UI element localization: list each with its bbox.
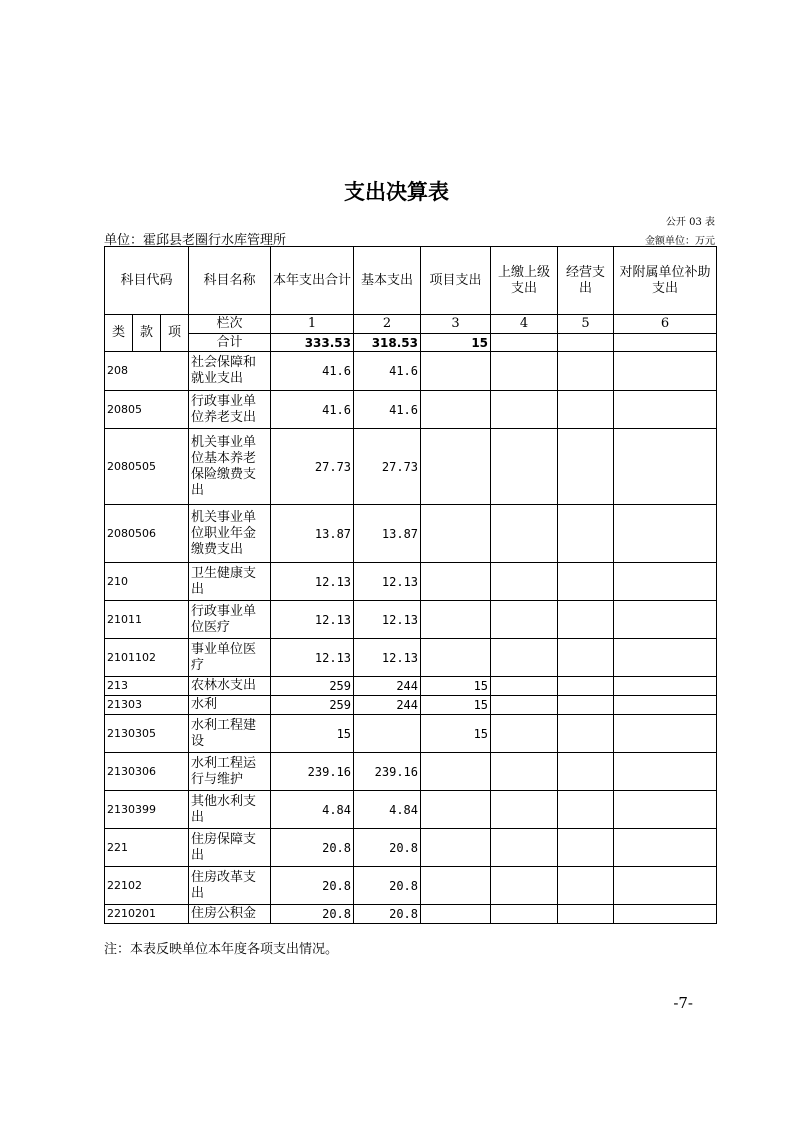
- row-code: 2130399: [105, 791, 189, 829]
- row-name: 社会保障和就业支出: [189, 352, 271, 391]
- row-total: 4.84: [271, 791, 354, 829]
- row-project: 15: [421, 715, 491, 753]
- row-business: [558, 753, 614, 791]
- header-total: 本年支出合计: [271, 247, 354, 315]
- row-code: 2130306: [105, 753, 189, 791]
- row-business: [558, 352, 614, 391]
- row-name: 事业单位医疗: [189, 639, 271, 677]
- header-col-1: 1: [271, 315, 354, 334]
- row-subsidiary: [614, 505, 717, 563]
- row-project: [421, 601, 491, 639]
- row-name: 水利: [189, 696, 271, 715]
- header-kuan: 款: [133, 315, 161, 352]
- row-total: 12.13: [271, 601, 354, 639]
- row-project: 15: [421, 677, 491, 696]
- row-upper: [491, 429, 558, 505]
- row-total: 259: [271, 677, 354, 696]
- row-name: 机关事业单位基本养老保险缴费支出: [189, 429, 271, 505]
- row-name: 水利工程运行与维护: [189, 753, 271, 791]
- header-xiang: 项: [161, 315, 189, 352]
- row-upper: [491, 677, 558, 696]
- row-project: [421, 639, 491, 677]
- total-row-label: 合计: [189, 334, 271, 352]
- row-code: 22102: [105, 867, 189, 905]
- row-business: [558, 867, 614, 905]
- row-name: 卫生健康支出: [189, 563, 271, 601]
- row-code: 213: [105, 677, 189, 696]
- table-row: [105, 829, 717, 867]
- table-row: [105, 505, 717, 563]
- row-project: [421, 791, 491, 829]
- row-subsidiary: [614, 563, 717, 601]
- header-business: 经营支出: [558, 247, 614, 315]
- form-number: 公开 03 表: [665, 217, 715, 228]
- header-upper: 上缴上级支出: [491, 247, 558, 315]
- row-code: 210: [105, 563, 189, 601]
- row-upper: [491, 352, 558, 391]
- expenditure-table: [104, 246, 717, 924]
- header-col-2: 2: [354, 315, 421, 334]
- row-project: [421, 352, 491, 391]
- header-lei: 类: [105, 315, 133, 352]
- row-upper: [491, 791, 558, 829]
- row-name: 农林水支出: [189, 677, 271, 696]
- table-row: [105, 867, 717, 905]
- row-total: 41.6: [271, 352, 354, 391]
- row-name: 其他水利支出: [189, 791, 271, 829]
- header-subject-code: 科目代码: [105, 247, 189, 315]
- row-subsidiary: [614, 791, 717, 829]
- row-name: 住房改革支出: [189, 867, 271, 905]
- row-basic: 12.13: [354, 639, 421, 677]
- row-code: 2130305: [105, 715, 189, 753]
- row-project: [421, 753, 491, 791]
- row-subsidiary: [614, 677, 717, 696]
- table-row: [105, 696, 717, 715]
- row-business: [558, 639, 614, 677]
- row-total: 13.87: [271, 505, 354, 563]
- row-total: 239.16: [271, 753, 354, 791]
- row-total: 27.73: [271, 429, 354, 505]
- row-business: [558, 677, 614, 696]
- row-basic: 20.8: [354, 905, 421, 924]
- row-upper: [491, 753, 558, 791]
- row-project: [421, 505, 491, 563]
- row-business: [558, 696, 614, 715]
- row-total: 12.13: [271, 639, 354, 677]
- row-upper: [491, 905, 558, 924]
- row-upper: [491, 696, 558, 715]
- header-basic: 基本支出: [354, 247, 421, 315]
- table-row: [105, 677, 717, 696]
- table-row: [105, 639, 717, 677]
- row-subsidiary: [614, 753, 717, 791]
- row-upper: [491, 829, 558, 867]
- header-project: 项目支出: [421, 247, 491, 315]
- row-basic: 4.84: [354, 791, 421, 829]
- row-basic: 27.73: [354, 429, 421, 505]
- table-row: [105, 791, 717, 829]
- table-row: [105, 715, 717, 753]
- row-basic: 20.8: [354, 829, 421, 867]
- row-subsidiary: [614, 601, 717, 639]
- unit-label: 单位：霍邱县老圈行水库管理所: [104, 233, 287, 248]
- row-code: 2080506: [105, 505, 189, 563]
- header-col-6: 6: [614, 315, 717, 334]
- row-basic: 12.13: [354, 601, 421, 639]
- row-subsidiary: [614, 391, 717, 429]
- row-subsidiary: [614, 829, 717, 867]
- table-row: [105, 601, 717, 639]
- total-row-business: [558, 334, 614, 352]
- row-name: 行政事业单位养老支出: [189, 391, 271, 429]
- row-upper: [491, 867, 558, 905]
- row-basic: 41.6: [354, 352, 421, 391]
- row-business: [558, 905, 614, 924]
- row-name: 机关事业单位职业年金缴费支出: [189, 505, 271, 563]
- row-code: 221: [105, 829, 189, 867]
- row-code: 20805: [105, 391, 189, 429]
- table-row: [105, 352, 717, 391]
- row-name: 住房保障支出: [189, 829, 271, 867]
- row-project: [421, 867, 491, 905]
- row-business: [558, 601, 614, 639]
- row-subsidiary: [614, 715, 717, 753]
- total-row-total: 333.53: [271, 334, 354, 352]
- row-total: 20.8: [271, 867, 354, 905]
- row-total: 259: [271, 696, 354, 715]
- table-row: [105, 391, 717, 429]
- row-basic: 41.6: [354, 391, 421, 429]
- row-code: 2080505: [105, 429, 189, 505]
- row-business: [558, 429, 614, 505]
- header-col-3: 3: [421, 315, 491, 334]
- row-total: 41.6: [271, 391, 354, 429]
- row-name: 住房公积金: [189, 905, 271, 924]
- footnote: 注：本表反映单位本年度各项支出情况。: [104, 942, 339, 957]
- header-subject-name: 科目名称: [189, 247, 271, 315]
- row-code: 2101102: [105, 639, 189, 677]
- row-total: 12.13: [271, 563, 354, 601]
- row-business: [558, 791, 614, 829]
- row-business: [558, 563, 614, 601]
- total-row-basic: 318.53: [354, 334, 421, 352]
- page-title: 支出决算表: [344, 180, 449, 204]
- row-upper: [491, 601, 558, 639]
- row-code: 2210201: [105, 905, 189, 924]
- row-subsidiary: [614, 696, 717, 715]
- row-basic: 244: [354, 677, 421, 696]
- total-row-project: 15: [421, 334, 491, 352]
- row-upper: [491, 563, 558, 601]
- row-basic: 12.13: [354, 563, 421, 601]
- row-subsidiary: [614, 905, 717, 924]
- row-name: 水利工程建设: [189, 715, 271, 753]
- row-code: 208: [105, 352, 189, 391]
- table-row: [105, 563, 717, 601]
- row-project: [421, 829, 491, 867]
- row-basic: 239.16: [354, 753, 421, 791]
- row-business: [558, 715, 614, 753]
- row-upper: [491, 505, 558, 563]
- header-col-5: 5: [558, 315, 614, 334]
- row-business: [558, 829, 614, 867]
- header-subsidiary: 对附属单位补助支出: [614, 247, 717, 315]
- row-total: 20.8: [271, 905, 354, 924]
- row-subsidiary: [614, 429, 717, 505]
- row-upper: [491, 715, 558, 753]
- total-row-upper: [491, 334, 558, 352]
- row-code: 21303: [105, 696, 189, 715]
- row-basic: 20.8: [354, 867, 421, 905]
- table-row: [105, 905, 717, 924]
- table-row: [105, 753, 717, 791]
- row-basic: 244: [354, 696, 421, 715]
- row-business: [558, 391, 614, 429]
- amount-unit-label: 金额单位：万元: [645, 236, 715, 247]
- row-project: 15: [421, 696, 491, 715]
- row-name: 行政事业单位医疗: [189, 601, 271, 639]
- row-business: [558, 505, 614, 563]
- row-subsidiary: [614, 352, 717, 391]
- header-col-4: 4: [491, 315, 558, 334]
- row-project: [421, 905, 491, 924]
- row-project: [421, 391, 491, 429]
- total-row-subsidiary: [614, 334, 717, 352]
- row-upper: [491, 391, 558, 429]
- row-basic: [354, 715, 421, 753]
- page-number: -7-: [673, 994, 693, 1012]
- row-upper: [491, 639, 558, 677]
- row-subsidiary: [614, 867, 717, 905]
- row-total: 15: [271, 715, 354, 753]
- row-code: 21011: [105, 601, 189, 639]
- row-total: 20.8: [271, 829, 354, 867]
- row-basic: 13.87: [354, 505, 421, 563]
- row-subsidiary: [614, 639, 717, 677]
- row-project: [421, 563, 491, 601]
- header-column-label: 栏次: [189, 315, 271, 334]
- row-project: [421, 429, 491, 505]
- table-row: [105, 429, 717, 505]
